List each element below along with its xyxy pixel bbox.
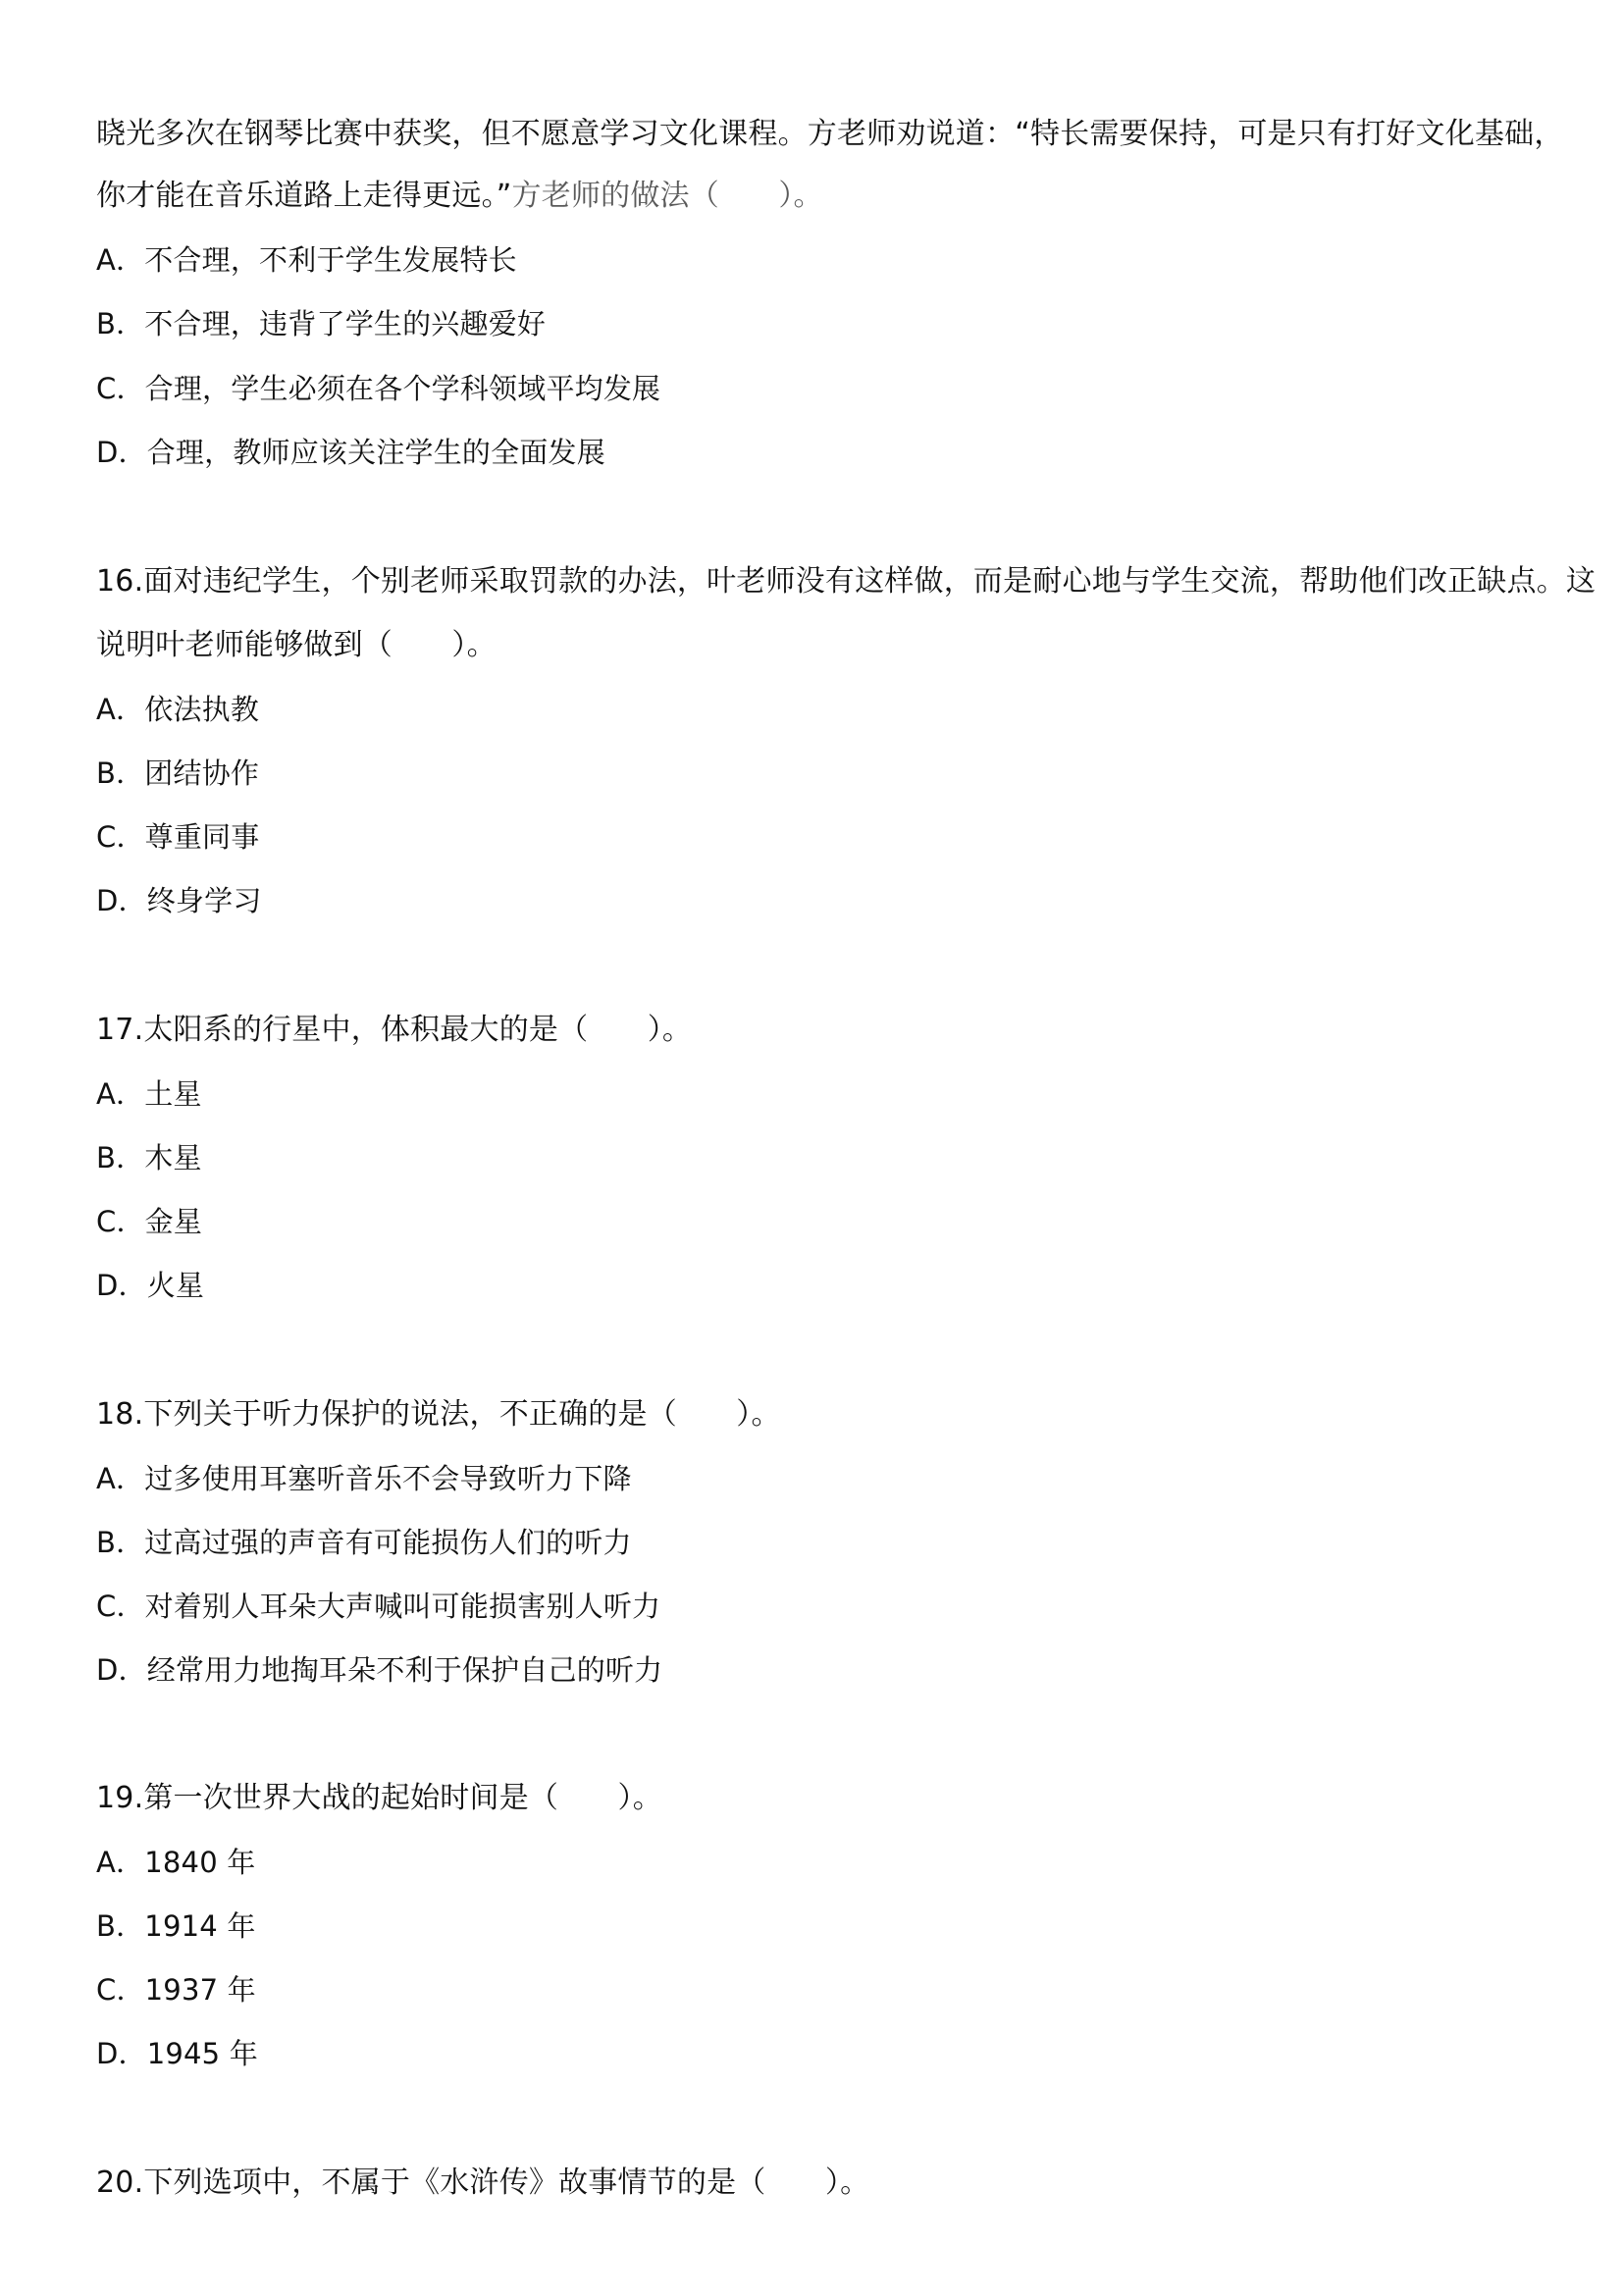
option-a[interactable]: A．1840 年	[96, 1846, 256, 1879]
question-stem-text: 太阳系的行星中，体积最大的是（ ）。	[143, 1013, 693, 1047]
option-b[interactable]: B．团结协作	[96, 757, 260, 790]
option-c[interactable]: C．尊重同事	[96, 820, 260, 854]
option-b[interactable]: B．过高过强的声音有可能损伤人们的听力	[96, 1526, 632, 1559]
option-c[interactable]: C．1937 年	[96, 1973, 256, 2007]
option-b[interactable]: B．不合理，违背了学生的兴趣爱好	[96, 307, 547, 340]
option-b[interactable]: B．1914 年	[96, 1909, 256, 1943]
option-a[interactable]: A．依法执教	[96, 693, 260, 726]
question-20-stem	[96, 2164, 869, 2203]
option-c[interactable]: C．合理，学生必须在各个学科领域平均发展	[96, 372, 661, 405]
question-19-stem	[96, 1779, 662, 1818]
option-a[interactable]: A．不合理，不利于学生发展特长	[96, 243, 517, 277]
question-stem-line	[96, 115, 1564, 154]
option-d[interactable]: D．经常用力地掏耳朵不利于保护自己的听力	[96, 1653, 663, 1687]
question-number: 19.	[96, 1781, 144, 1815]
option-d[interactable]: D．终身学习	[96, 884, 262, 917]
option-a[interactable]: A．土星	[96, 1077, 202, 1111]
question-18-stem	[96, 1395, 781, 1435]
option-c[interactable]: C．金星	[96, 1205, 203, 1238]
question-stem-text: 说明叶老师能够做到（ ）。	[96, 628, 497, 662]
question-stem-text: 第一次世界大战的起始时间是（ ）。	[143, 1781, 662, 1815]
question-stem-text: 下列关于听力保护的说法，不正确的是（ ）。	[143, 1397, 781, 1432]
question-16-stem	[96, 562, 1596, 601]
option-b[interactable]: B．木星	[96, 1141, 202, 1174]
question-number: 18.	[96, 1397, 144, 1432]
option-c[interactable]: C．对着别人耳朵大声喊叫可能损害别人听力	[96, 1590, 661, 1623]
question-17-stem	[96, 1011, 692, 1050]
question-stem-text: 你才能在音乐道路上走得更远。”	[96, 179, 512, 213]
question-stem-tail: 方老师的做法（ ）。	[511, 179, 823, 213]
option-d[interactable]: D．1945 年	[96, 2037, 258, 2070]
option-a[interactable]: A．过多使用耳塞听音乐不会导致听力下降	[96, 1462, 632, 1495]
question-stem-text: 面对违纪学生，个别老师采取罚款的办法，叶老师没有这样做，而是耐心地与学生交流，帮助他们改正缺点。这	[143, 564, 1597, 599]
question-16-stem-cont	[96, 626, 497, 665]
question-stem-text: 下列选项中，不属于《水浒传》故事情节的是（ ）。	[143, 2166, 870, 2200]
option-d[interactable]: D．火星	[96, 1269, 205, 1302]
option-d[interactable]: D．合理，教师应该关注学生的全面发展	[96, 436, 605, 469]
question-stem-text: 晓光多次在钢琴比赛中获奖，但不愿意学习文化课程。方老师劝说道：“特长需要保持，可是只有打好文化基础，	[96, 117, 1564, 151]
question-number: 16.	[96, 564, 144, 599]
question-stem-line	[96, 177, 823, 216]
question-number: 17.	[96, 1013, 144, 1047]
question-number: 20.	[96, 2166, 144, 2200]
